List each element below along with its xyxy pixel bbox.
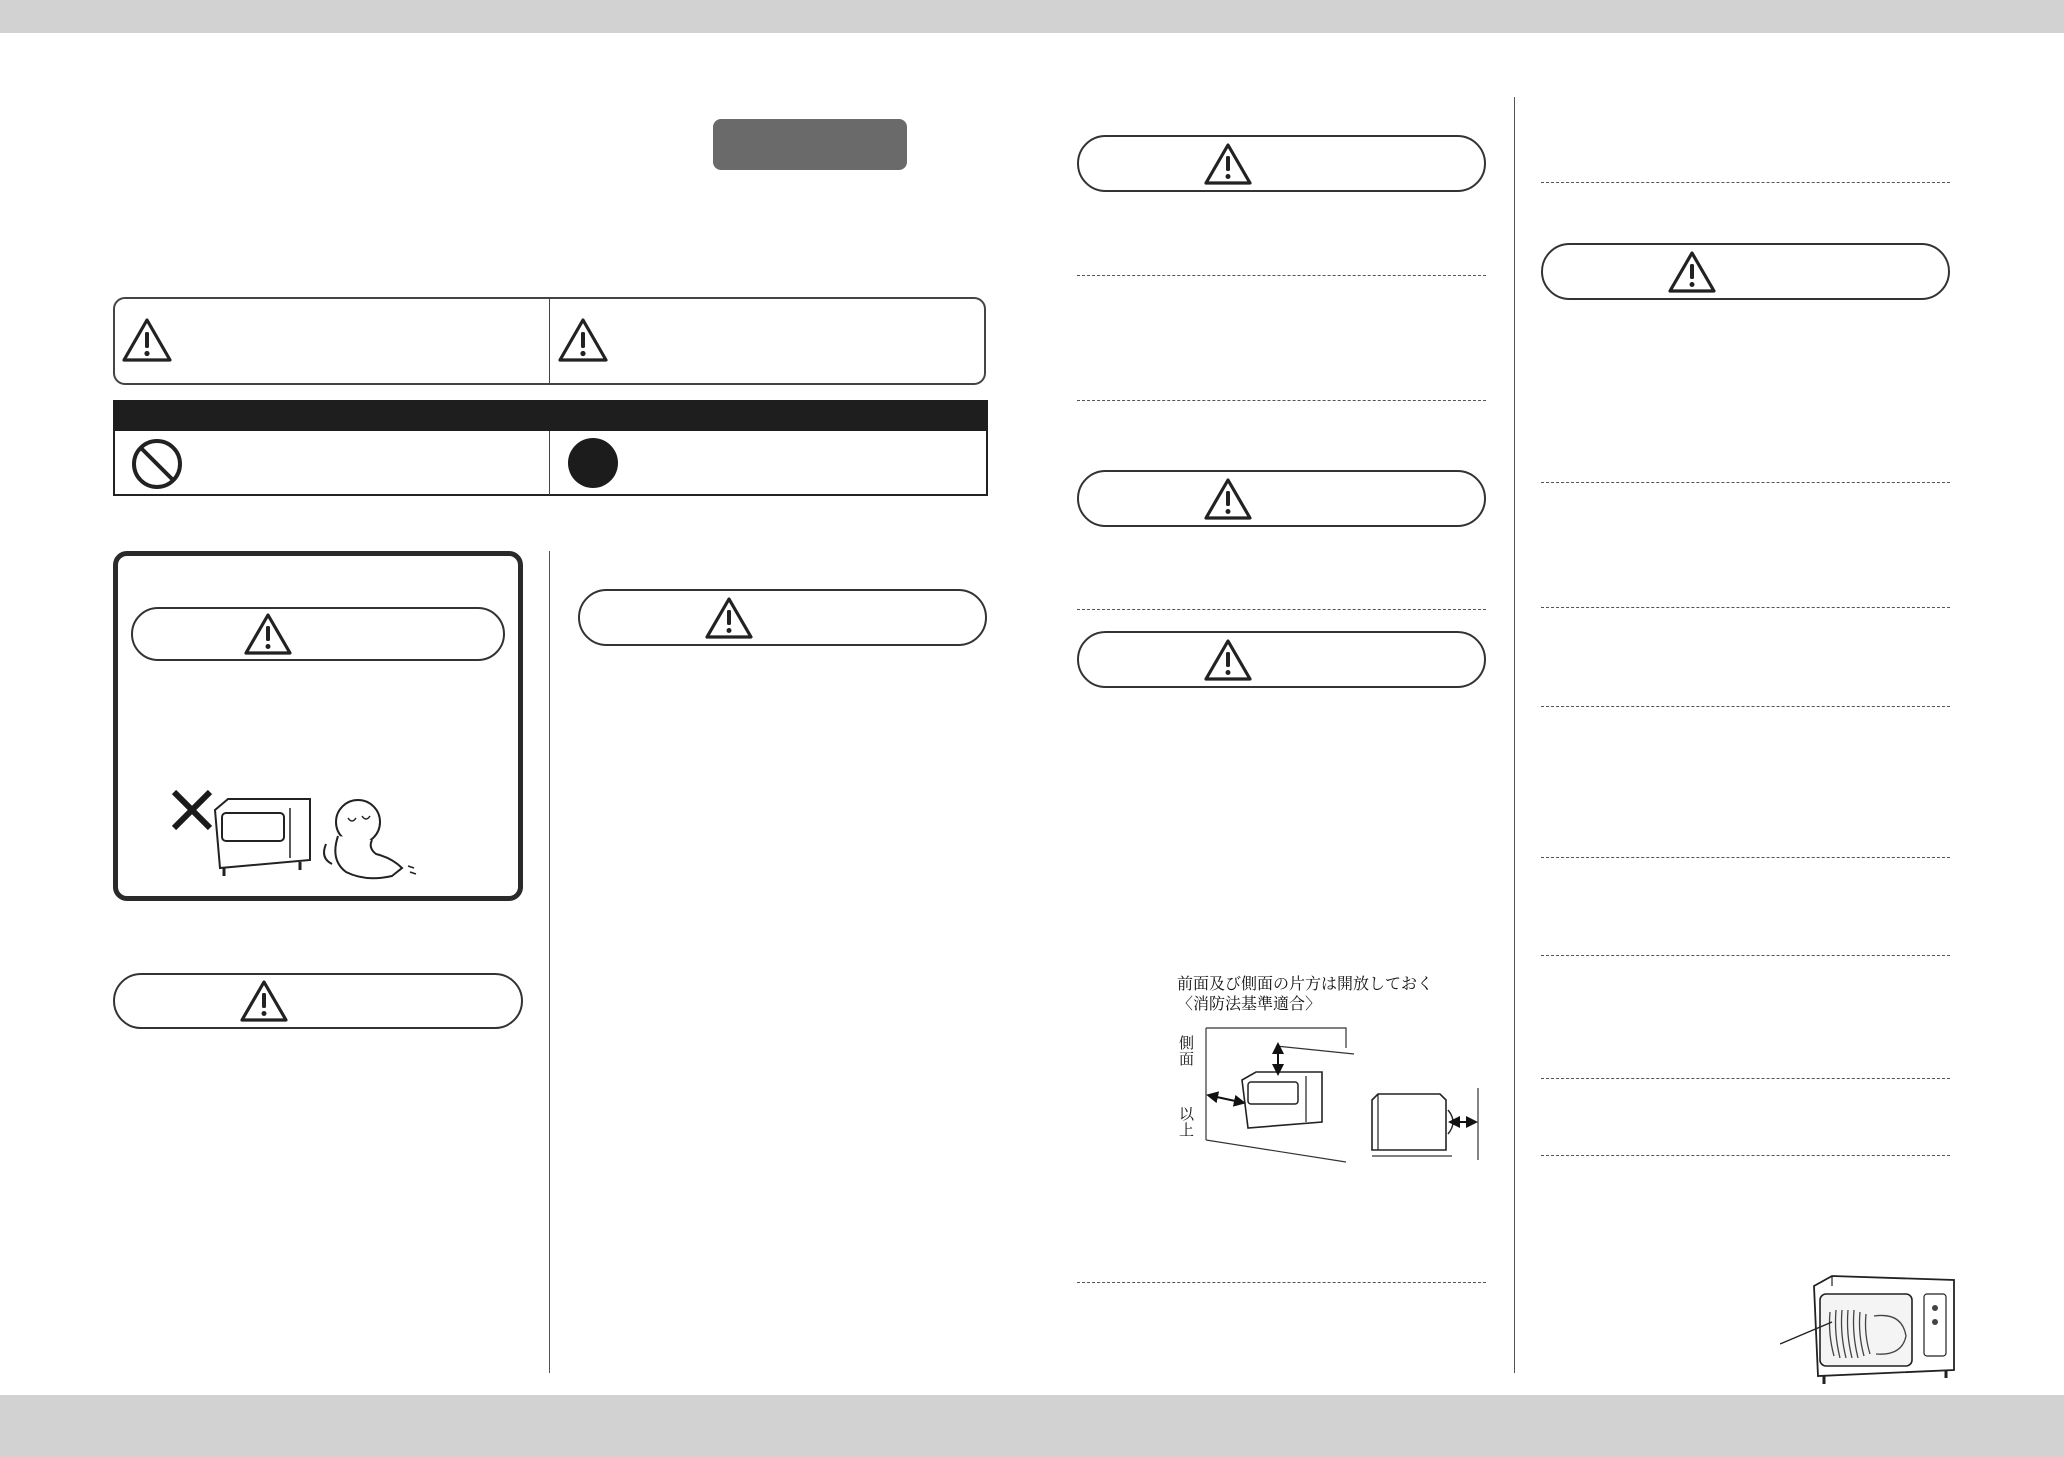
symbol-legend-header-bar [113,400,988,431]
dashed-separator [1541,955,1950,956]
warning-header-pill [1541,243,1950,300]
dashed-separator [1541,482,1950,483]
above-label: 以上 [1179,1105,1195,1139]
warning-triangle-icon [239,979,289,1023]
section-tab [713,119,907,170]
mandatory-dot-icon [568,438,618,488]
warning-header-pill [578,589,987,646]
side-label: 側面 [1179,1034,1195,1068]
warning-triangle-icon [1203,477,1253,521]
warning-header-pill [1077,631,1486,688]
column-divider [549,551,550,1373]
warning-triangle-icon [1667,250,1717,294]
warning-triangle-icon [1203,638,1253,682]
installation-clearance-diagram [1196,1018,1486,1166]
column-divider [1514,97,1515,1373]
dashed-separator [1077,1282,1486,1283]
top-band [0,0,2064,33]
symbol-legend-row [113,430,988,496]
warning-triangle-icon [557,316,609,364]
dashed-separator [1541,706,1950,707]
legend-divider [549,299,550,383]
toaster-and-crawling-baby-illustration [170,788,432,888]
symbol-legend-divider [549,431,550,495]
warning-header-pill [131,607,505,661]
prohibited-icon [130,437,184,491]
installation-caption-line2: 〈消防法基準適合〉 [1177,994,1322,1013]
warning-header-pill [113,973,523,1029]
toaster-interior-illustration [1780,1272,1960,1392]
dashed-separator [1541,857,1950,858]
bottom-band [0,1395,2064,1457]
installation-caption-line1: 前面及び側面の片方は開放しておく [1177,974,1434,993]
dashed-separator [1077,609,1486,610]
warning-triangle-icon [1203,142,1253,186]
warning-triangle-icon [243,612,293,656]
dashed-separator [1077,275,1486,276]
dashed-separator [1541,607,1950,608]
warning-triangle-icon [121,316,173,364]
warning-header-pill [1077,470,1486,527]
dashed-separator [1077,400,1486,401]
dashed-separator [1541,1155,1950,1156]
warning-header-pill [1077,135,1486,192]
dashed-separator [1541,182,1950,183]
x-mark-icon [174,792,210,828]
warning-triangle-icon [704,596,754,640]
dashed-separator [1541,1078,1950,1079]
installation-caption [1177,974,1433,1014]
